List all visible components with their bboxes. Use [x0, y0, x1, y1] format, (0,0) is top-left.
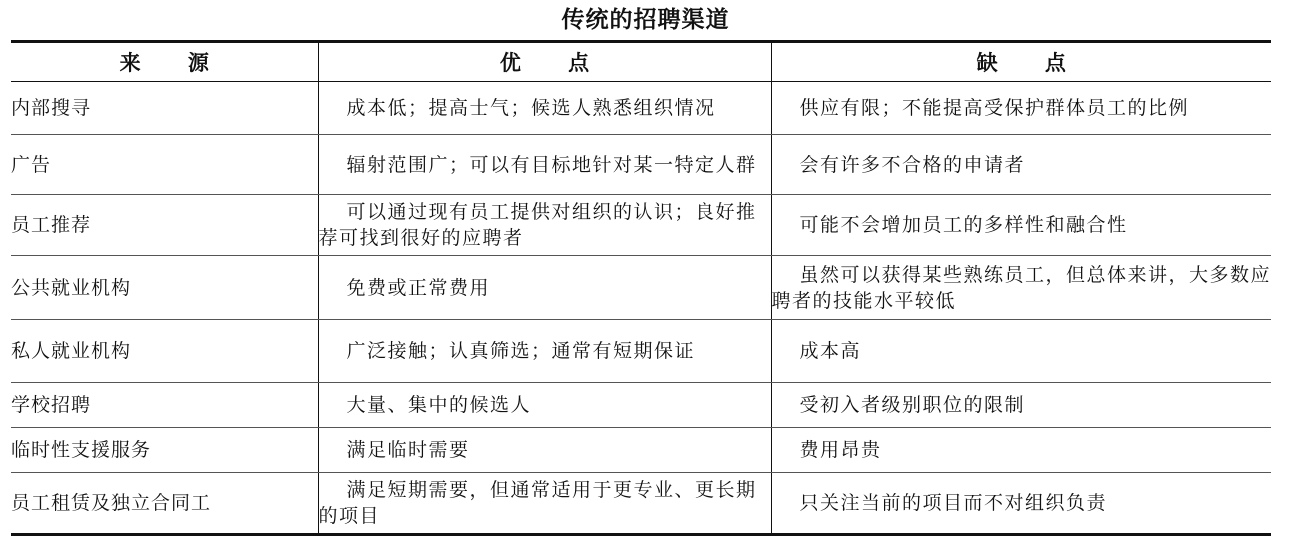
column-header-cons: 缺 点: [771, 42, 1271, 82]
source-cell: 内部搜寻: [11, 82, 318, 135]
pros-cell: 成本低；提高士气；候选人熟悉组织情况: [318, 82, 771, 135]
pros-cell: 辐射范围广；可以有目标地针对某一特定人群: [318, 135, 771, 195]
table-row: [11, 256, 1271, 320]
pros-cell: 可以通过现有员工提供对组织的认识；良好推荐可找到很好的应聘者: [318, 195, 771, 256]
table-row: [11, 82, 1271, 135]
cons-cell: 可能不会增加员工的多样性和融合性: [771, 195, 1271, 256]
column-header-source: 来 源: [11, 42, 318, 82]
cons-cell: 费用昂贵: [771, 428, 1271, 473]
table-row: [11, 135, 1271, 195]
recruitment-channels-table: [11, 40, 1271, 536]
source-cell: 临时性支援服务: [11, 428, 318, 473]
cons-cell: 只关注当前的项目而不对组织负责: [771, 473, 1271, 535]
cons-cell: 受初入者级别职位的限制: [771, 383, 1271, 428]
source-cell: 广告: [11, 135, 318, 195]
pros-cell: 广泛接触；认真筛选；通常有短期保证: [318, 320, 771, 383]
cons-cell: 供应有限；不能提高受保护群体员工的比例: [771, 82, 1271, 135]
pros-cell: 大量、集中的候选人: [318, 383, 771, 428]
column-header-pros: 优 点: [318, 42, 771, 82]
source-cell: 员工租赁及独立合同工: [11, 473, 318, 535]
table-row: [11, 428, 1271, 473]
pros-cell: 满足临时需要: [318, 428, 771, 473]
cons-cell: 虽然可以获得某些熟练员工，但总体来讲，大多数应聘者的技能水平较低: [771, 256, 1271, 320]
table-row: [11, 383, 1271, 428]
cons-cell: 会有许多不合格的申请者: [771, 135, 1271, 195]
table-row: [11, 195, 1271, 256]
pros-cell: 免费或正常费用: [318, 256, 771, 320]
table-title: 传统的招聘渠道: [561, 7, 730, 33]
source-cell: 公共就业机构: [11, 256, 318, 320]
source-cell: 员工推荐: [11, 195, 318, 256]
cons-cell: 成本高: [771, 320, 1271, 383]
table-row: [11, 320, 1271, 383]
pros-cell: 满足短期需要，但通常适用于更专业、更长期的项目: [318, 473, 771, 535]
header-row: [11, 42, 1271, 82]
source-cell: 学校招聘: [11, 383, 318, 428]
table-row: [11, 473, 1271, 535]
source-cell: 私人就业机构: [11, 320, 318, 383]
